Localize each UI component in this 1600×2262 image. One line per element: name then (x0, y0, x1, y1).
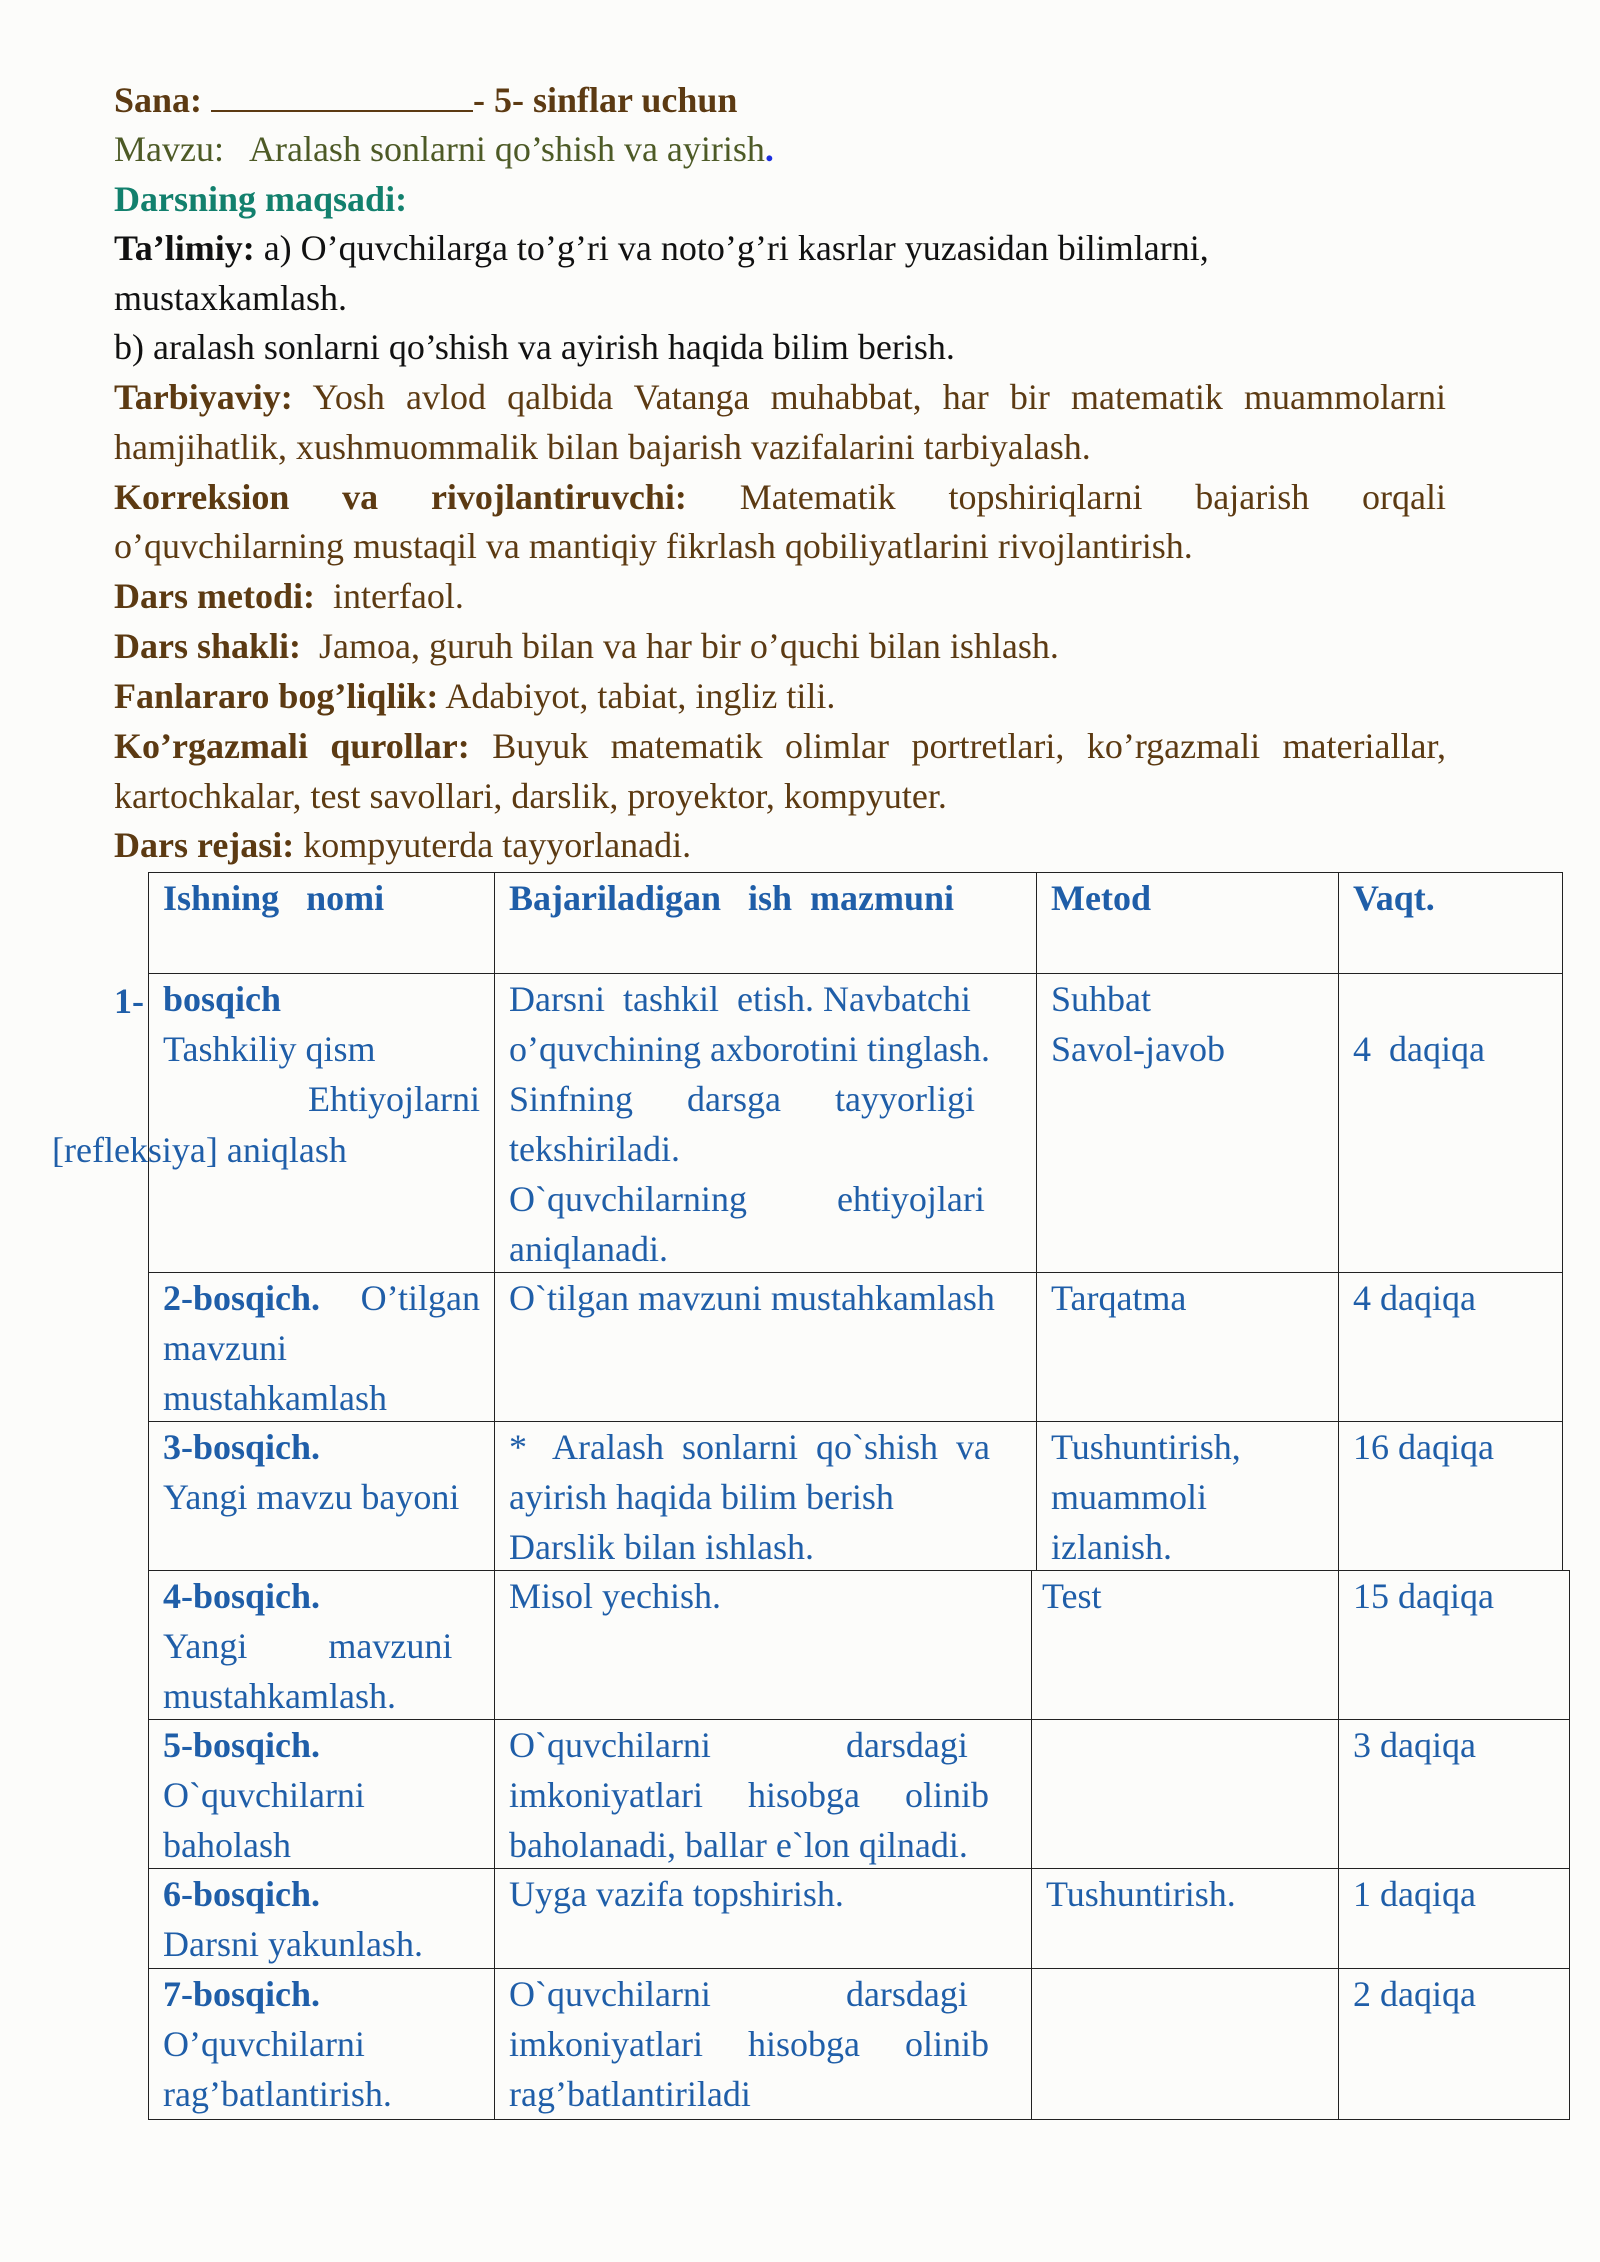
row-5-name-line: baholash (163, 1825, 291, 1865)
fanlararo-value: Adabiyot, tabiat, ingliz tili. (445, 676, 836, 716)
dars-rejasi-line (114, 820, 1446, 870)
row-2-name-line: O’tilgan (360, 1278, 480, 1318)
table-row-6-content (494, 1868, 1032, 1969)
talimiy-label: Ta’limiy: (114, 228, 255, 268)
row-2-name-line: mavzuni (163, 1328, 287, 1368)
tarbiyaviy-label: Tarbiyaviy: (114, 377, 293, 417)
table-row-7-content (494, 1968, 1032, 2120)
row-1-content-line: o’quvchining axborotini tinglash. (509, 1029, 990, 1069)
row-1-method-line: Savol-javob (1051, 1029, 1225, 1069)
row-1-content-line: aniqlanadi. (509, 1229, 668, 1269)
row-3-method-line: izlanish. (1051, 1527, 1172, 1567)
row-1-time: 4 daqiqa (1353, 1029, 1485, 1069)
sana-label: Sana: (114, 80, 203, 120)
row-7-content-line: rag’batlantiriladi (509, 2074, 751, 2114)
sana-line (114, 74, 1446, 125)
korreksion-line-1 (114, 472, 1446, 522)
row-1-content-line: Darsni tashkil etish. Navbatchi (509, 979, 971, 1019)
table-row-3-name (148, 1421, 495, 1571)
row-7-name-line: rag’batlantirish. (163, 2074, 392, 2114)
korreksion-w3: rivojlantiruvchi: (430, 477, 687, 517)
row-3-method-line: Tushuntirish, (1051, 1427, 1241, 1467)
row-5-content-line: baholanadi, ballar e`lon qilnadi. (509, 1825, 968, 1865)
row-1-method-line: Suhbat (1051, 979, 1152, 1019)
table-row-5-content (494, 1719, 1032, 1869)
table-row-1-method (1036, 973, 1339, 1273)
row-2-time: 4 daqiqa (1353, 1278, 1476, 1318)
table-row-7-time (1338, 1968, 1570, 2120)
header-vaqt: Vaqt. (1353, 878, 1435, 918)
fanlararo-label: Fanlararo bog’liqlik: (114, 676, 439, 716)
table-row-4-name (148, 1570, 495, 1720)
row-6-method-line: Tushuntirish. (1046, 1874, 1236, 1914)
korreksion-w7: orqali (1362, 477, 1446, 517)
row-7-stage: 7-bosqich. (163, 1974, 321, 2014)
talimiy-text-1: a) O’quvchilarga to’g’ri va noto’g’ri kasrlar yuzasidan bilimlarni, (263, 228, 1209, 268)
korgazmali-label: Ko’rgazmali qurollar: (114, 726, 470, 766)
dars-rejasi-value: kompyuterda tayyorlanadi. (303, 825, 692, 865)
table-header-cell (1036, 872, 1339, 974)
row-1-stage: bosqich (163, 979, 282, 1019)
table-row-6-name (148, 1868, 495, 1969)
tarbiyaviy-line-1 (114, 372, 1446, 422)
table-row-2-time (1338, 1272, 1563, 1422)
row-7-content-line: imkoniyatlari hisobga olinib (509, 2024, 989, 2064)
tarbiyaviy-line-2: hamjihatlik, xushmuommalik bilan bajarish vazifalarini tarbiyalash. (114, 427, 1091, 467)
korreksion-line-2: o’quvchilarning mustaqil va mantiqiy fikrlash qobiliyatlarini rivojlantirish. (114, 526, 1193, 566)
table-row-1-name (148, 973, 495, 1273)
table-row-7-method (1031, 1968, 1339, 2120)
table-row-2-name (148, 1272, 495, 1422)
korgazmali-line-1 (114, 721, 1446, 771)
korreksion-w2: va (342, 477, 379, 517)
date-blank (211, 74, 473, 112)
table-row-3-time (1338, 1421, 1563, 1571)
table-row-2-content (494, 1272, 1037, 1422)
maqsad-heading (114, 174, 1446, 224)
row-3-content-line: ayirish haqida bilim berish (509, 1477, 894, 1517)
row-2-name-first (163, 1273, 480, 1323)
table-header-cell (148, 872, 495, 974)
table-row-7-name (148, 1968, 495, 2120)
dars-metodi-label: Dars metodi: (114, 576, 315, 616)
dars-metodi-value: interfaol. (332, 576, 464, 616)
row-4-name-line: Yangi mavzuni (163, 1626, 453, 1666)
mavzu-end: . (764, 129, 774, 169)
row-4-name-line: mustahkamlash. (163, 1676, 396, 1716)
talimiy-line-3: b) aralash sonlarni qo’shish va ayirish haqida bilim berish. (114, 327, 955, 367)
tarbiyaviy-text-1: Yosh avlod qalbida Vatanga muhabbat, har bir matematik muammolarni (312, 377, 1446, 417)
table-header-cell (1338, 872, 1563, 974)
row-2-name-line: mustahkamlash (163, 1378, 387, 1418)
row-5-name-line: O`quvchilarni (163, 1775, 365, 1815)
dars-metodi-line (114, 571, 1446, 621)
row-6-name-line: Darsni yakunlash. (163, 1924, 423, 1964)
row-4-time: 15 daqiqa (1353, 1576, 1494, 1616)
row-6-time: 1 daqiqa (1353, 1874, 1476, 1914)
row-5-time: 3 daqiqa (1353, 1725, 1476, 1765)
table-header-cell (494, 872, 1037, 974)
table-row-4-method (1031, 1570, 1339, 1720)
dars-shakli-line (114, 621, 1446, 671)
korreksion-w4: Matematik (739, 477, 896, 517)
table-row-6-method (1031, 1868, 1339, 1969)
maqsad-label: Darsning maqsadi: (114, 179, 408, 219)
row-1-name-line: Ehtiyojlarni (308, 1079, 480, 1119)
korreksion-w1: Korreksion (114, 477, 290, 517)
row-3-content-line: * Aralash sonlarni qo`shish va (509, 1427, 990, 1467)
header-ishning-nomi: Ishning nomi (163, 878, 385, 918)
row-7-name-line: O’quvchilarni (163, 2024, 365, 2064)
row-4-stage: 4-bosqich. (163, 1576, 321, 1616)
row-5-content-line: O`quvchilarni darsdagi (509, 1725, 968, 1765)
mavzu-line (114, 124, 1446, 174)
row-1-content-line: Sinfning darsga tayyorligi (509, 1079, 975, 1119)
table-row-1-content (494, 973, 1037, 1273)
mavzu-label: Mavzu: (114, 129, 224, 169)
row-1-content-line: O`quvchilarning ehtiyojlari (509, 1179, 985, 1219)
row-4-method-line: Test (1042, 1576, 1102, 1616)
table-row-5-name (148, 1719, 495, 1869)
row-3-name-line: Yangi mavzu bayoni (163, 1477, 460, 1517)
row-7-time: 2 daqiqa (1353, 1974, 1476, 2014)
talimiy-line-1 (114, 223, 1446, 273)
row-6-content-line: Uyga vazifa topshirish. (509, 1874, 844, 1914)
header-mazmuni: Bajariladigan ish mazmuni (509, 878, 955, 918)
table-row-1-time (1338, 973, 1563, 1273)
korreksion-w6: bajarish (1195, 477, 1310, 517)
table-row-3-content (494, 1421, 1037, 1571)
mavzu-value: Aralash sonlarni qo’shish va ayirish (248, 129, 765, 169)
talimiy-line-2: mustaxkamlash. (114, 278, 347, 318)
row-4-content-line: Misol yechish. (509, 1576, 721, 1616)
korgazmali-text-1: Buyuk matematik olimlar portretlari, ko’rgazmali materiallar, (492, 726, 1447, 766)
dars-rejasi-label: Dars rejasi: (114, 825, 295, 865)
table-row-3-method (1036, 1421, 1339, 1571)
row-7-content-line: O`quvchilarni darsdagi (509, 1974, 968, 2014)
row-6-stage: 6-bosqich. (163, 1874, 321, 1914)
dars-shakli-label: Dars shakli: (114, 626, 302, 666)
row-2-stage: 2-bosqich. (163, 1278, 321, 1318)
class-label: - 5- sinflar uchun (473, 80, 738, 120)
row-2-method-line: Tarqatma (1051, 1278, 1187, 1318)
row-3-time: 16 daqiqa (1353, 1427, 1494, 1467)
row-1-refleksiya: [refleksiya] aniqlash (52, 1130, 347, 1170)
row-3-method-line: muammoli (1051, 1477, 1207, 1517)
row-2-content-line: O`tilgan mavzuni mustahkamlash (509, 1278, 995, 1318)
table-row-2-method (1036, 1272, 1339, 1422)
table-row-4-time (1338, 1570, 1570, 1720)
dars-shakli-value: Jamoa, guruh bilan va har bir o’quchi bilan ishlash. (319, 626, 1059, 666)
row-3-stage: 3-bosqich. (163, 1427, 321, 1467)
header-metod: Metod (1051, 878, 1151, 918)
row-3-content-line: Darslik bilan ishlash. (509, 1527, 814, 1567)
table-row-4-content (494, 1570, 1032, 1720)
row-1-name-line: Tashkiliy qism (163, 1029, 376, 1069)
row-1-prefix: 1- (114, 981, 144, 1021)
row-1-content-line: tekshiriladi. (509, 1129, 680, 1169)
row-5-stage: 5-bosqich. (163, 1725, 321, 1765)
table-row-5-time (1338, 1719, 1570, 1869)
row-5-content-line: imkoniyatlari hisobga olinib (509, 1775, 989, 1815)
fanlararo-line (114, 671, 1446, 721)
table-row-5-method (1031, 1719, 1339, 1869)
table-row-6-time (1338, 1868, 1570, 1969)
korgazmali-line-2: kartochkalar, test savollari, darslik, proyektor, kompyuter. (114, 776, 947, 816)
korreksion-w5: topshiriqlarni (948, 477, 1143, 517)
